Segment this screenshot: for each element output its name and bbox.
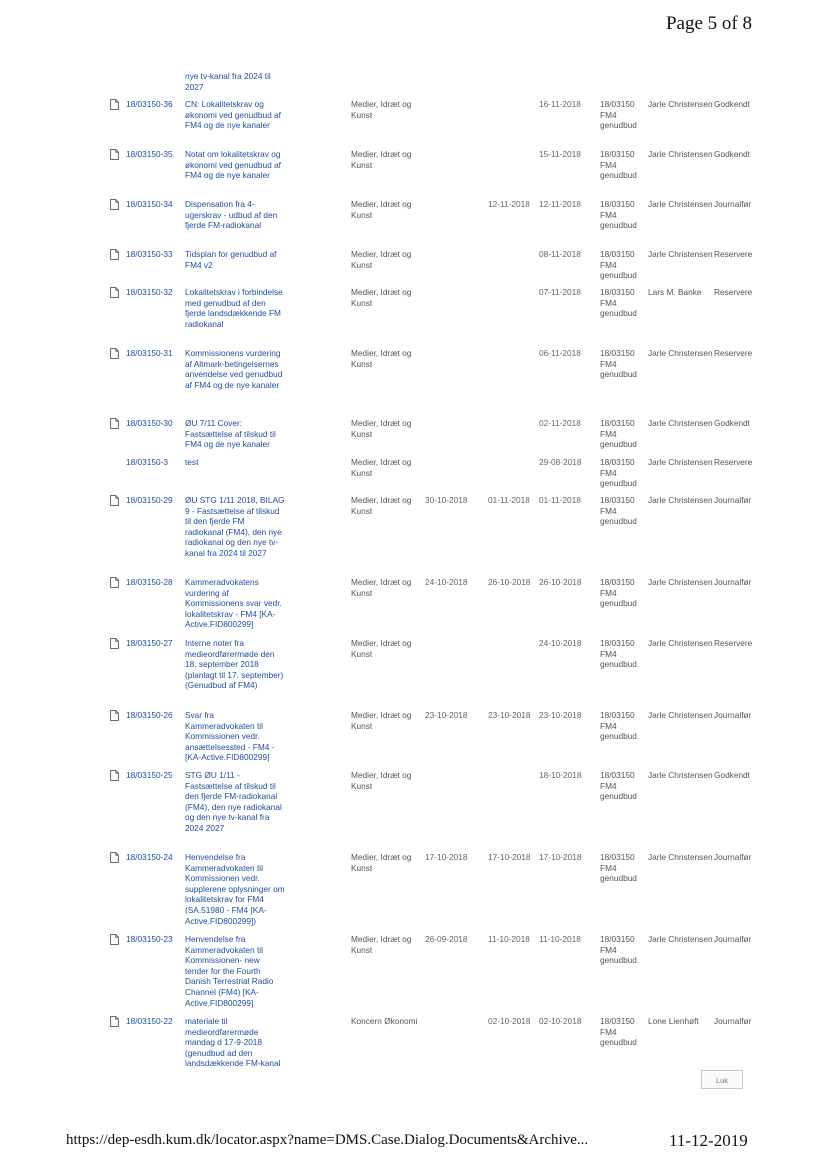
doc-area: Medier, Idræt og Kunst xyxy=(351,457,412,478)
close-button[interactable]: Luk xyxy=(701,1070,743,1089)
document-icon xyxy=(110,249,119,260)
doc-date-3: 18-10-2018 xyxy=(539,770,582,780)
doc-area: Medier, Idræt og Kunst xyxy=(351,99,412,120)
doc-area: Medier, Idræt og Kunst xyxy=(351,770,412,791)
doc-case: 18/03150 FM4 genudbud xyxy=(600,1016,637,1048)
doc-date-1: 17-10-2018 xyxy=(425,852,468,862)
doc-number[interactable]: 18/03150-23 xyxy=(126,934,173,944)
doc-area: Medier, Idræt og Kunst xyxy=(351,638,412,659)
doc-title[interactable]: ØU STG 1/11 2018, BILAG 9 - Fastsættelse af tilskud til den fjerde FM radiokanal (FM4), den nye radiokanal og den nye tv-kanal fra 2024 til 2027 xyxy=(185,495,285,558)
doc-person: Lars M. Banke xyxy=(648,287,702,297)
doc-number[interactable]: 18/03150-35 xyxy=(126,149,173,159)
page-number: Page 5 of 8 xyxy=(665,13,752,34)
doc-status: Journalfør xyxy=(714,710,752,720)
doc-person: Jarle Christensen xyxy=(648,710,713,720)
doc-date-3: 08-11-2018 xyxy=(539,249,581,259)
doc-date-2: 17-10-2018 xyxy=(488,852,531,862)
doc-person: Jarle Christensen xyxy=(648,638,713,648)
doc-number[interactable]: 18/03150-33 xyxy=(126,249,173,259)
doc-area: Medier, Idræt og Kunst xyxy=(351,249,412,270)
document-icon xyxy=(110,99,119,110)
doc-date-3: 29-08-2018 xyxy=(539,457,582,467)
document-icon xyxy=(110,577,119,588)
doc-case: 18/03150 FM4 genudbud xyxy=(600,638,637,670)
doc-date-3: 01-11-2018 xyxy=(539,495,581,505)
doc-case: 18/03150 FM4 genudbud xyxy=(600,348,637,380)
doc-title[interactable]: ØU 7/11 Cover: Fastsættelse af tilskud til FM4 og de nye kanaler xyxy=(185,418,276,450)
doc-case: 18/03150 FM4 genudbud xyxy=(600,418,637,450)
doc-person: Jarle Christensen xyxy=(648,852,713,862)
doc-status: Reservere xyxy=(714,457,753,467)
doc-date-1: 23-10-2018 xyxy=(425,710,468,720)
doc-area: Medier, Idræt og Kunst xyxy=(351,577,412,598)
doc-date-2: 01-11-2018 xyxy=(488,495,530,505)
doc-person: Jarle Christensen xyxy=(648,770,713,780)
doc-date-3: 06-11-2018 xyxy=(539,348,581,358)
doc-case: 18/03150 FM4 genudbud xyxy=(600,852,637,884)
doc-person: Jarle Christensen xyxy=(648,99,713,109)
doc-area: Koncern Økonomi xyxy=(351,1016,418,1026)
doc-number[interactable]: 18/03150-24 xyxy=(126,852,173,862)
document-icon xyxy=(110,934,119,945)
footer-date: 11-12-2019 xyxy=(669,1131,748,1150)
doc-case: 18/03150 FM4 genudbud xyxy=(600,249,637,281)
document-icon xyxy=(110,348,119,359)
doc-status: Journalfør xyxy=(714,199,752,209)
doc-title[interactable]: CN: Lokalitetskrav og økonomi ved genudbud af FM4 og de nye kanaler xyxy=(185,99,281,131)
doc-status: Reservere xyxy=(714,348,753,358)
doc-number[interactable]: 18/03150-29 xyxy=(126,495,173,505)
doc-status: Journalfør xyxy=(714,1016,752,1026)
doc-date-3: 02-11-2018 xyxy=(539,418,581,428)
doc-area: Medier, Idræt og Kunst xyxy=(351,287,412,308)
doc-number[interactable]: 18/03150-28 xyxy=(126,577,173,587)
document-icon xyxy=(110,770,119,781)
doc-number[interactable]: 18/03150-36 xyxy=(126,99,173,109)
doc-date-3: 07-11-2018 xyxy=(539,287,581,297)
doc-date-3: 02-10-2018 xyxy=(539,1016,582,1026)
doc-status: Journalfør xyxy=(714,495,752,505)
doc-date-3: 17-10-2018 xyxy=(539,852,582,862)
doc-area: Medier, Idræt og Kunst xyxy=(351,710,412,731)
doc-title[interactable]: Lokalitetskrav i forbindelse med genudbud af den fjerde landsdækkende FM radiokanal xyxy=(185,287,283,329)
doc-area: Medier, Idræt og Kunst xyxy=(351,418,412,439)
doc-number[interactable]: 18/03150-3 xyxy=(126,457,168,467)
doc-title[interactable]: test xyxy=(185,457,199,467)
document-icon xyxy=(110,418,119,429)
doc-number[interactable]: 18/03150-22 xyxy=(126,1016,173,1026)
doc-title[interactable]: Tidsplan for genudbud af FM4 v2 xyxy=(185,249,277,270)
continued-title: nye tv-kanal fra 2024 til 2027 xyxy=(185,71,271,92)
doc-person: Jarle Christensen xyxy=(648,149,713,159)
doc-case: 18/03150 FM4 genudbud xyxy=(600,577,637,609)
doc-title[interactable]: Kammeradvokatens vurdering af Kommissionens svar vedr. lokalitetskrav - FM4 [KA-Active.FID800299] xyxy=(185,577,282,630)
doc-number[interactable]: 18/03150-32 xyxy=(126,287,173,297)
doc-date-2: 23-10-2018 xyxy=(488,710,531,720)
doc-status: Journalfør xyxy=(714,577,752,587)
doc-title[interactable]: Henvendelse fra Kammeradvokaten til Kommissionen vedr. supplerene oplysninger om lokalitetskrav for FM4 (SA.51980 - FM4 [KA-Active.FID800299]) xyxy=(185,852,285,926)
doc-title[interactable]: Svar fra Kammeradvokaten til Kommissionen vedr. ansættelsessted - FM4 - [KA-Active.FID800299] xyxy=(185,710,275,763)
doc-case: 18/03150 FM4 genudbud xyxy=(600,287,637,319)
doc-area: Medier, Idræt og Kunst xyxy=(351,495,412,516)
doc-person: Jarle Christensen xyxy=(648,577,713,587)
doc-date-2: 02-10-2018 xyxy=(488,1016,531,1026)
doc-case: 18/03150 FM4 genudbud xyxy=(600,934,637,966)
doc-case: 18/03150 FM4 genudbud xyxy=(600,495,637,527)
document-icon xyxy=(110,149,119,160)
doc-date-3: 12-11-2018 xyxy=(539,199,581,209)
doc-case: 18/03150 FM4 genudbud xyxy=(600,457,637,489)
doc-number[interactable]: 18/03150-26 xyxy=(126,710,173,720)
doc-title[interactable]: Notat om lokalitetskrav og økonomi ved genudbud af FM4 og de nye kanaler xyxy=(185,149,281,181)
doc-area: Medier, Idræt og Kunst xyxy=(351,852,412,873)
doc-number[interactable]: 18/03150-25 xyxy=(126,770,173,780)
doc-case: 18/03150 FM4 genudbud xyxy=(600,710,637,742)
doc-date-3: 26-10-2018 xyxy=(539,577,582,587)
doc-area: Medier, Idræt og Kunst xyxy=(351,199,412,220)
doc-status: Journalfør xyxy=(714,934,752,944)
doc-title[interactable]: Henvendelse fra Kammeradvokaten til Kommissionen- new tender for the Fourth Danish Terrestrial Radio Channel (FM4) [KA-Active.FID800299] xyxy=(185,934,274,1008)
doc-case: 18/03150 FM4 genudbud xyxy=(600,770,637,802)
doc-status: Godkendt xyxy=(714,99,750,109)
doc-area: Medier, Idræt og Kunst xyxy=(351,934,412,955)
doc-area: Medier, Idræt og Kunst xyxy=(351,348,412,369)
document-icon xyxy=(110,199,119,210)
doc-person: Jarle Christensen xyxy=(648,457,713,467)
doc-person: Lone Lienhøft xyxy=(648,1016,699,1026)
doc-date-3: 23-10-2018 xyxy=(539,710,582,720)
doc-person: Jarle Christensen xyxy=(648,418,713,428)
doc-person: Jarle Christensen xyxy=(648,934,713,944)
doc-person: Jarle Christensen xyxy=(648,348,713,358)
doc-title[interactable]: Kommissionens vurdering af Altmark-betingelsernes anvendelse ved genudbud af FM4 og de nye kanaler xyxy=(185,348,283,390)
doc-date-2: 12-11-2018 xyxy=(488,199,530,209)
doc-date-1: 26-09-2018 xyxy=(425,934,468,944)
document-icon xyxy=(110,638,119,649)
doc-person: Jarle Christensen xyxy=(648,249,713,259)
document-icon xyxy=(110,1016,119,1027)
doc-date-3: 15-11-2018 xyxy=(539,149,581,159)
doc-status: Godkendt xyxy=(714,149,750,159)
doc-title[interactable]: STG ØU 1/11 - Fastsættelse af tilskud til den fjerde FM-radiokanal (FM4), den nye radiokanal og den nye tv-kanal fra 2024 2027 xyxy=(185,770,282,833)
doc-date-2: 26-10-2018 xyxy=(488,577,531,587)
doc-case: 18/03150 FM4 genudbud xyxy=(600,99,637,131)
doc-number[interactable]: 18/03150-31 xyxy=(126,348,173,358)
doc-status: Reservere xyxy=(714,287,753,297)
doc-title[interactable]: materiale til medieordførermøde mandag d 17-9-2018 (genudbud ad den landsdækkende FM-kanal xyxy=(185,1016,281,1069)
document-icon xyxy=(110,287,119,298)
doc-number[interactable]: 18/03150-30 xyxy=(126,418,173,428)
doc-title[interactable]: Interne noter fra medieordførermøde den 18. september 2018 (planlagt til 17. september) (Genudbud af FM4) xyxy=(185,638,284,691)
doc-status: Godkendt xyxy=(714,770,750,780)
doc-date-3: 16-11-2018 xyxy=(539,99,581,109)
doc-title[interactable]: Dispensation fra 4-ugerskrav - udbud af den fjerde FM-radiokanal xyxy=(185,199,278,231)
document-icon xyxy=(110,710,119,721)
doc-date-1: 30-10-2018 xyxy=(425,495,468,505)
doc-status: Reservere xyxy=(714,249,753,259)
doc-person: Jarle Christensen xyxy=(648,199,713,209)
doc-number[interactable]: 18/03150-27 xyxy=(126,638,173,648)
doc-status: Reservere xyxy=(714,638,753,648)
doc-number[interactable]: 18/03150-34 xyxy=(126,199,173,209)
document-icon xyxy=(110,852,119,863)
doc-case: 18/03150 FM4 genudbud xyxy=(600,149,637,181)
doc-status: Journalfør xyxy=(714,852,752,862)
doc-status: Godkendt xyxy=(714,418,750,428)
doc-case: 18/03150 FM4 genudbud xyxy=(600,199,637,231)
doc-date-3: 24-10-2018 xyxy=(539,638,582,648)
doc-date-2: 11-10-2018 xyxy=(488,934,530,944)
doc-area: Medier, Idræt og Kunst xyxy=(351,149,412,170)
footer-url: https://dep-esdh.kum.dk/locator.aspx?name=DMS.Case.Dialog.Documents&Archive... xyxy=(66,1132,589,1148)
doc-date-1: 24-10-2018 xyxy=(425,577,468,587)
document-icon xyxy=(110,495,119,506)
doc-date-3: 11-10-2018 xyxy=(539,934,581,944)
doc-person: Jarle Christensen xyxy=(648,495,713,505)
